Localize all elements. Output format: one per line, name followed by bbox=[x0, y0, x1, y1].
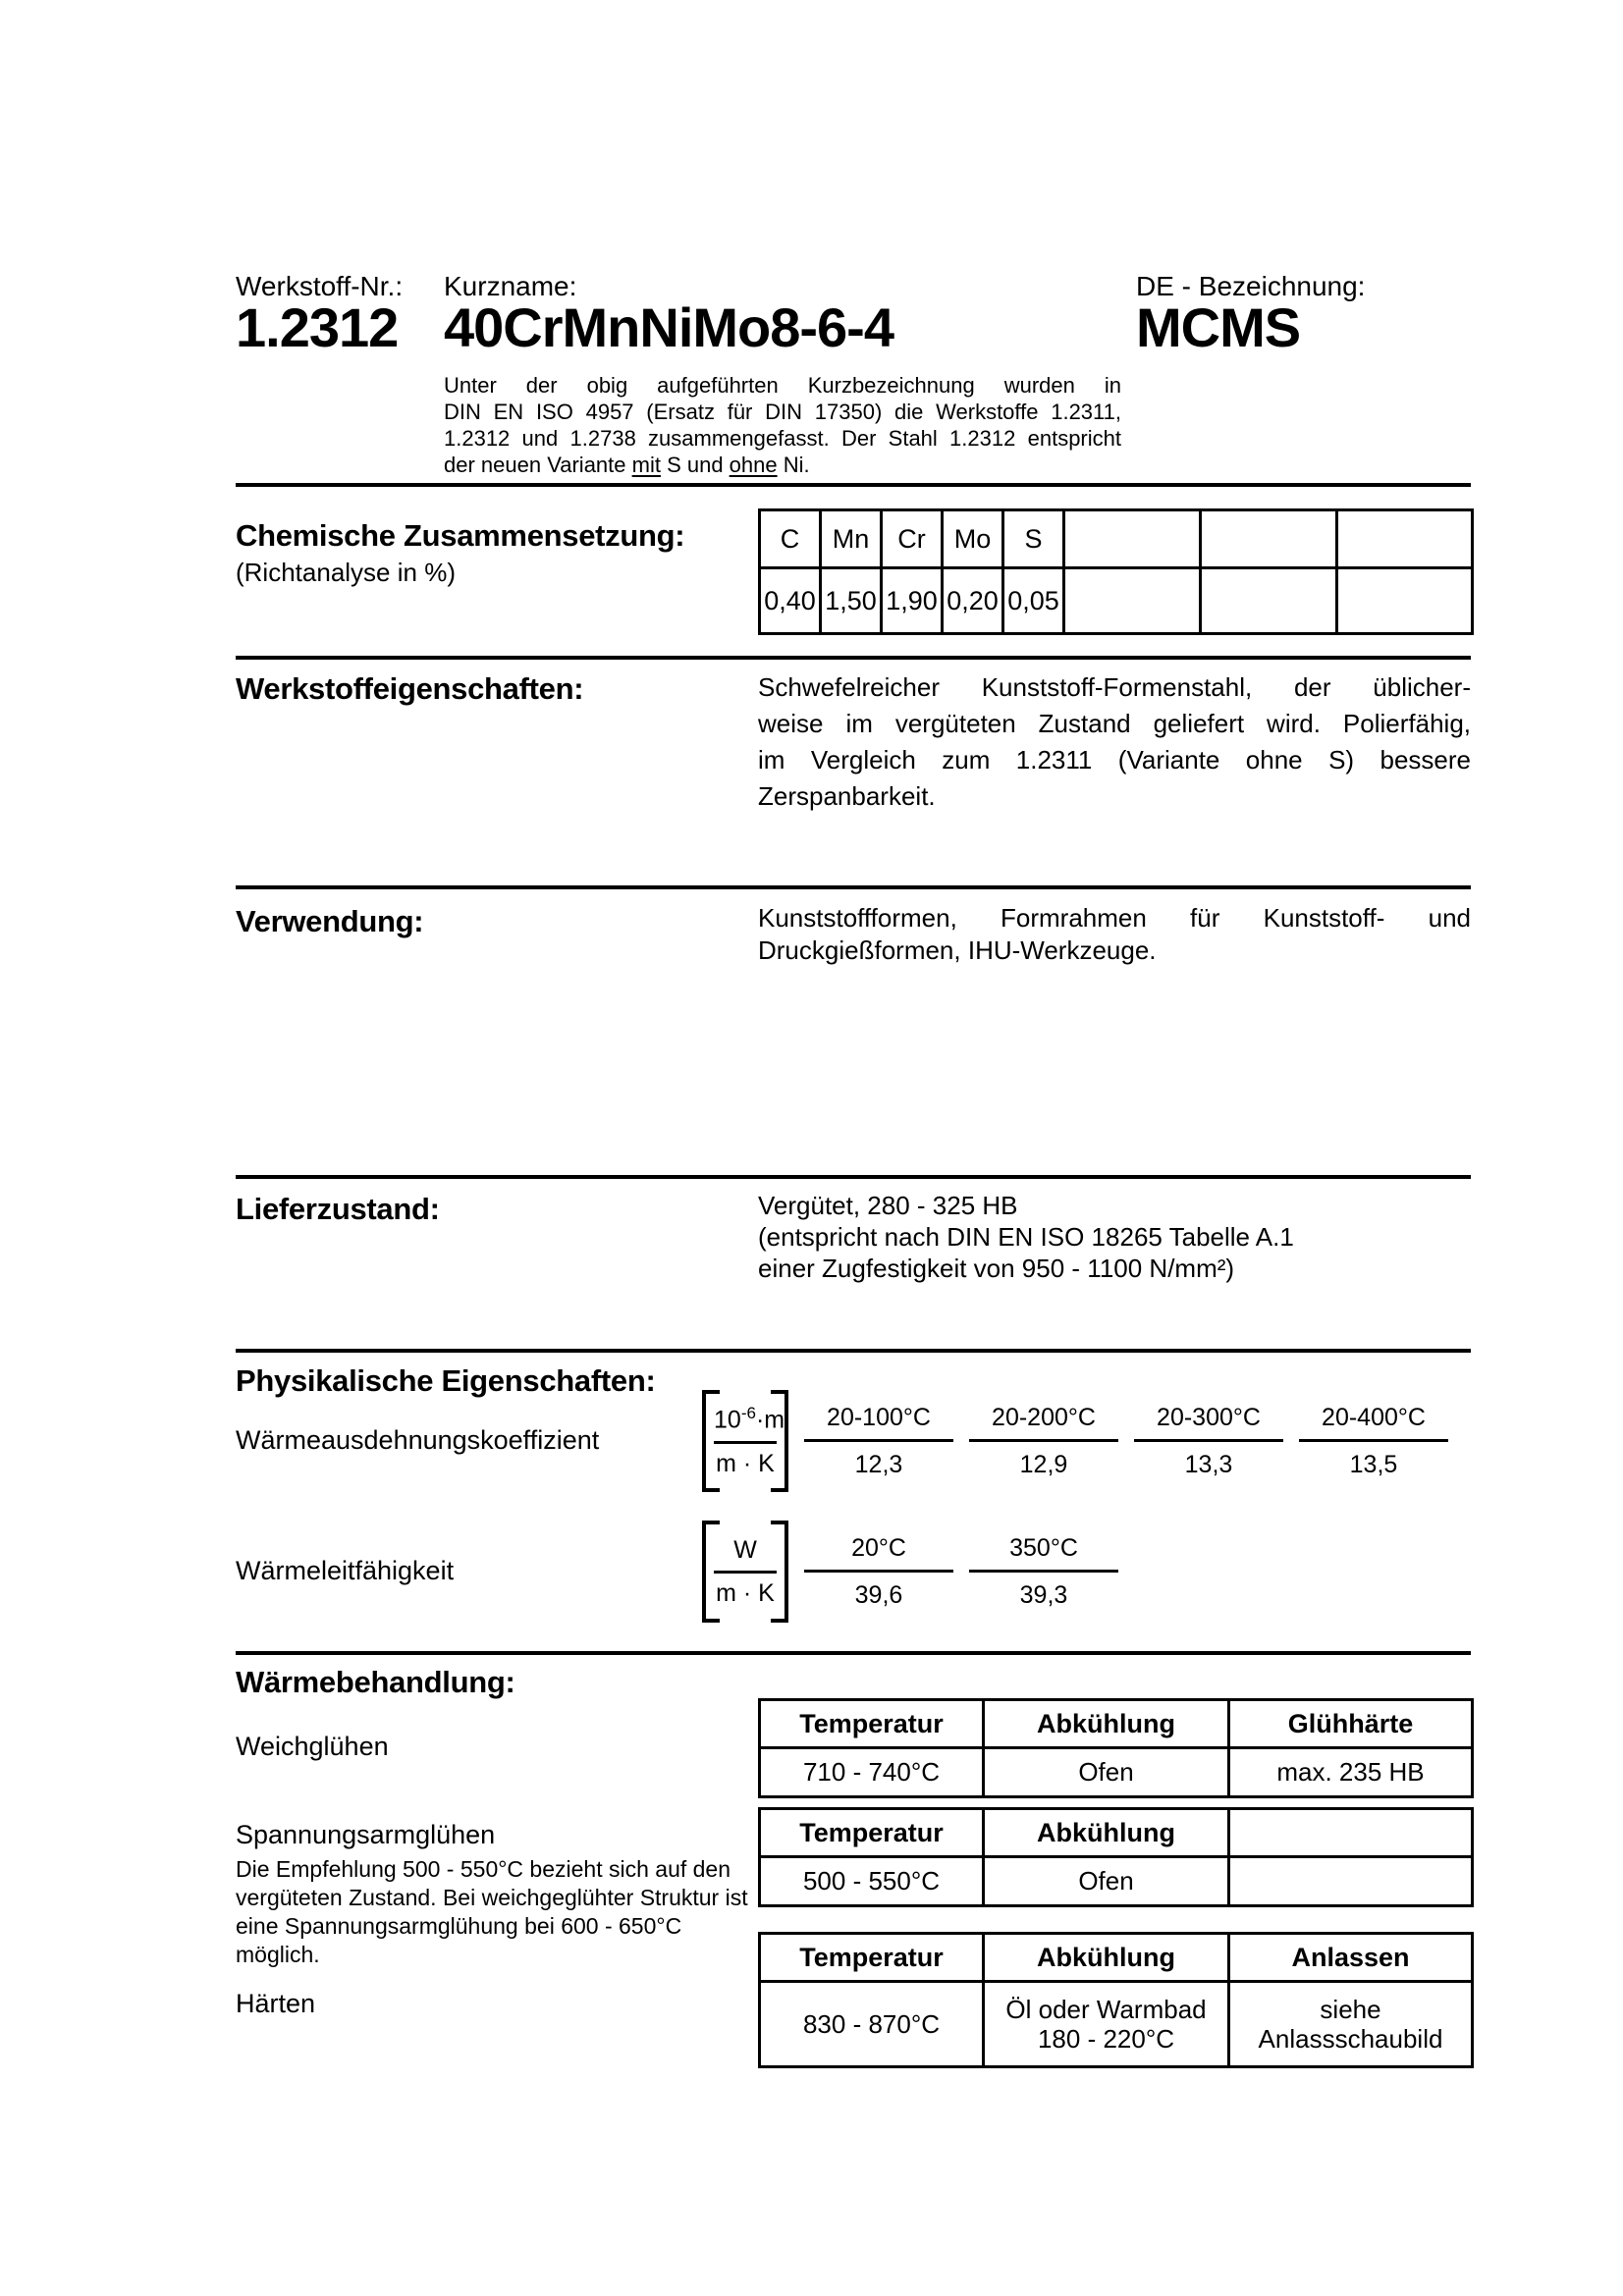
temp-range: 20-300°C bbox=[1157, 1403, 1261, 1431]
col-gluehhaerte: Glühhärte bbox=[1229, 1700, 1473, 1748]
header-note-line: DIN EN ISO 4957 (Ersatz für DIN 17350) die Werkstoffe 1.2311, bbox=[444, 400, 1121, 424]
col-temperatur: Temperatur bbox=[760, 1700, 984, 1748]
section-divider bbox=[236, 1175, 1471, 1179]
section-divider bbox=[236, 656, 1471, 660]
stress-relieving-label: Spannungsarmglühen bbox=[236, 1820, 496, 1849]
expansion-unit-fraction bbox=[714, 1404, 785, 1477]
tempering-line: siehe bbox=[1320, 1995, 1381, 2024]
chem-header-cell bbox=[1337, 510, 1473, 568]
chem-header-cell: Mo bbox=[943, 510, 1003, 568]
note-text: der neuen Variante bbox=[444, 453, 632, 477]
table-value-row bbox=[760, 1748, 1473, 1797]
note-line: vergüteten Zustand. Bei weichgeglühter Struktur ist bbox=[236, 1885, 748, 1910]
coefficient-value: 13,5 bbox=[1349, 1450, 1398, 1478]
chem-header-cell bbox=[1064, 510, 1201, 568]
soft-annealing-label: Weichglühen bbox=[236, 1732, 389, 1761]
werkstoff-nr-label: Werkstoff-Nr.: bbox=[236, 271, 404, 301]
temperature-cell: 830 - 870°C bbox=[760, 1982, 984, 2067]
delivery-heading: Lieferzustand: bbox=[236, 1192, 440, 1226]
table-header-row bbox=[760, 1700, 1473, 1748]
usage-text bbox=[758, 902, 1471, 967]
delivery-line: Vergütet, 280 - 325 HB bbox=[758, 1191, 1018, 1220]
conductivity-label: Wärmeleitfähigkeit bbox=[236, 1556, 455, 1585]
chemistry-subheading: (Richtanalyse in %) bbox=[236, 558, 456, 587]
conductivity-unit-fraction bbox=[714, 1536, 777, 1608]
expansion-row bbox=[702, 1390, 1448, 1492]
conductivity-row bbox=[702, 1521, 1118, 1623]
note-underlined-ohne: ohne bbox=[729, 453, 778, 477]
header-note-line: 1.2312 und 1.2738 zusammengefasst. Der Stahl 1.2312 entspricht bbox=[444, 426, 1121, 451]
cooling-cell: Ofen bbox=[984, 1857, 1229, 1906]
stress-relieving-table bbox=[758, 1807, 1474, 1907]
delivery-line: (entspricht nach DIN EN ISO 18265 Tabelle A.1 bbox=[758, 1222, 1294, 1252]
heat-treatment-heading: Wärmebehandlung: bbox=[236, 1665, 515, 1699]
section-divider bbox=[236, 1651, 1471, 1655]
delivery-text bbox=[758, 1190, 1471, 1284]
chem-header-cell: C bbox=[760, 510, 821, 568]
de-bezeichnung-label: DE - Bezeichnung: bbox=[1136, 271, 1366, 301]
expansion-column bbox=[804, 1404, 953, 1479]
table-value-row bbox=[760, 1857, 1473, 1906]
kurzname-label: Kurzname: bbox=[444, 271, 577, 301]
temp-range: 350°C bbox=[1009, 1533, 1078, 1562]
properties-heading: Werkstoffeigenschaften: bbox=[236, 671, 584, 706]
cooling-cell: Ofen bbox=[984, 1748, 1229, 1797]
table-header-row bbox=[760, 1809, 1473, 1857]
chem-header-cell: Cr bbox=[882, 510, 943, 568]
coefficient-value: 12,3 bbox=[854, 1450, 903, 1478]
chemistry-header-row bbox=[760, 510, 1473, 568]
expansion-label: Wärmeausdehnungskoeffizient bbox=[236, 1425, 600, 1455]
empty-cell bbox=[1229, 1857, 1473, 1906]
note-underlined-mit: mit bbox=[631, 453, 661, 477]
temp-range: 20-200°C bbox=[992, 1403, 1096, 1431]
temp-range: 20-400°C bbox=[1322, 1403, 1426, 1431]
usage-line: Kunststoffformen, Formrahmen für Kunststoff- und bbox=[758, 903, 1471, 933]
chem-value-cell: 1,50 bbox=[821, 568, 882, 634]
chemistry-value-row bbox=[760, 568, 1473, 634]
werkstoff-nr-value: 1.2312 bbox=[236, 296, 399, 358]
tempering-cell bbox=[1229, 1982, 1473, 2067]
unit-numerator bbox=[714, 1404, 785, 1440]
coefficient-value: 12,9 bbox=[1019, 1450, 1068, 1478]
properties-line: weise im vergüteten Zustand geliefert wird. Polierfähig, bbox=[758, 709, 1471, 738]
chem-value-cell bbox=[1064, 568, 1201, 634]
chem-value-cell: 0,20 bbox=[943, 568, 1003, 634]
physical-heading: Physikalische Eigenschaften: bbox=[236, 1363, 656, 1398]
col-abkuehlung: Abkühlung bbox=[984, 1934, 1229, 1982]
temperature-cell: 500 - 550°C bbox=[760, 1857, 984, 1906]
expansion-column bbox=[969, 1404, 1118, 1479]
coefficient-value: 13,3 bbox=[1184, 1450, 1233, 1478]
unit-denominator: m · K bbox=[716, 1449, 775, 1477]
chemistry-heading: Chemische Zusammensetzung: bbox=[236, 518, 685, 553]
temp-range: 20-100°C bbox=[827, 1403, 931, 1431]
temp-range: 20°C bbox=[851, 1533, 906, 1562]
header-note-line: Unter der obig aufgeführten Kurzbezeichnung wurden in bbox=[444, 373, 1121, 398]
chem-value-cell: 0,40 bbox=[760, 568, 821, 634]
chem-value-cell bbox=[1337, 568, 1473, 634]
chemistry-table bbox=[758, 508, 1474, 635]
kurzname-value: 40CrMnNiMo8-6-4 bbox=[444, 296, 893, 358]
unit-base: 10 bbox=[714, 1406, 741, 1434]
usage-heading: Verwendung: bbox=[236, 904, 424, 938]
temperature-cell: 710 - 740°C bbox=[760, 1748, 984, 1797]
unit-rest: ·m bbox=[755, 1406, 785, 1434]
note-text: Ni. bbox=[777, 453, 810, 477]
section-divider bbox=[236, 1349, 1471, 1353]
properties-text bbox=[758, 669, 1471, 815]
conductivity-column bbox=[804, 1534, 953, 1610]
section-divider bbox=[236, 885, 1471, 889]
stress-relieving-note bbox=[236, 1855, 766, 1969]
note-line: eine Spannungsarmglühung bei 600 - 650°C möglich. bbox=[236, 1913, 682, 1967]
properties-line: im Vergleich zum 1.2311 (Variante ohne S) bessere bbox=[758, 745, 1471, 774]
col-temperatur: Temperatur bbox=[760, 1809, 984, 1857]
cooling-cell bbox=[984, 1982, 1229, 2067]
hardening-table bbox=[758, 1932, 1474, 2068]
conductivity-unit-bracket bbox=[702, 1521, 788, 1623]
unit-denominator: m · K bbox=[716, 1578, 775, 1607]
conductivity-value: 39,3 bbox=[1019, 1580, 1068, 1609]
properties-line: Zerspanbarkeit. bbox=[758, 781, 936, 811]
col-empty bbox=[1229, 1809, 1473, 1857]
properties-line: Schwefelreicher Kunststoff-Formenstahl, der üblicher- bbox=[758, 672, 1471, 702]
conductivity-column bbox=[969, 1534, 1118, 1610]
section-divider bbox=[236, 483, 1471, 487]
expansion-column bbox=[1134, 1404, 1283, 1479]
tempering-line: Anlassschaubild bbox=[1258, 2024, 1443, 2054]
expansion-column bbox=[1299, 1404, 1448, 1479]
expansion-unit-bracket bbox=[702, 1390, 788, 1492]
hardening-label: Härten bbox=[236, 1989, 316, 2018]
chem-header-cell bbox=[1201, 510, 1337, 568]
unit-numerator: W bbox=[733, 1535, 757, 1564]
de-bezeichnung-value: MCMS bbox=[1136, 296, 1301, 358]
cooling-line: 180 - 220°C bbox=[1037, 2024, 1175, 2054]
col-abkuehlung: Abkühlung bbox=[984, 1809, 1229, 1857]
soft-annealing-table bbox=[758, 1698, 1474, 1798]
chem-value-cell bbox=[1201, 568, 1337, 634]
header-note bbox=[444, 372, 1121, 478]
chem-value-cell: 0,05 bbox=[1003, 568, 1064, 634]
header-note-line bbox=[444, 452, 1121, 478]
col-anlassen: Anlassen bbox=[1229, 1934, 1473, 1982]
col-abkuehlung: Abkühlung bbox=[984, 1700, 1229, 1748]
unit-exponent: -6 bbox=[740, 1404, 756, 1423]
table-header-row bbox=[760, 1934, 1473, 1982]
delivery-line: einer Zugfestigkeit von 950 - 1100 N/mm²) bbox=[758, 1254, 1235, 1283]
chem-value-cell: 1,90 bbox=[882, 568, 943, 634]
hardness-cell: max. 235 HB bbox=[1229, 1748, 1473, 1797]
cooling-line: Öl oder Warmbad bbox=[1005, 1995, 1207, 2024]
note-text: S und bbox=[660, 453, 730, 477]
chem-header-cell: S bbox=[1003, 510, 1064, 568]
conductivity-value: 39,6 bbox=[854, 1580, 903, 1609]
chem-header-cell: Mn bbox=[821, 510, 882, 568]
note-line: Die Empfehlung 500 - 550°C bezieht sich auf den bbox=[236, 1856, 731, 1882]
col-temperatur: Temperatur bbox=[760, 1934, 984, 1982]
table-value-row bbox=[760, 1982, 1473, 2067]
usage-line: Druckgießformen, IHU-Werkzeuge. bbox=[758, 935, 1157, 965]
